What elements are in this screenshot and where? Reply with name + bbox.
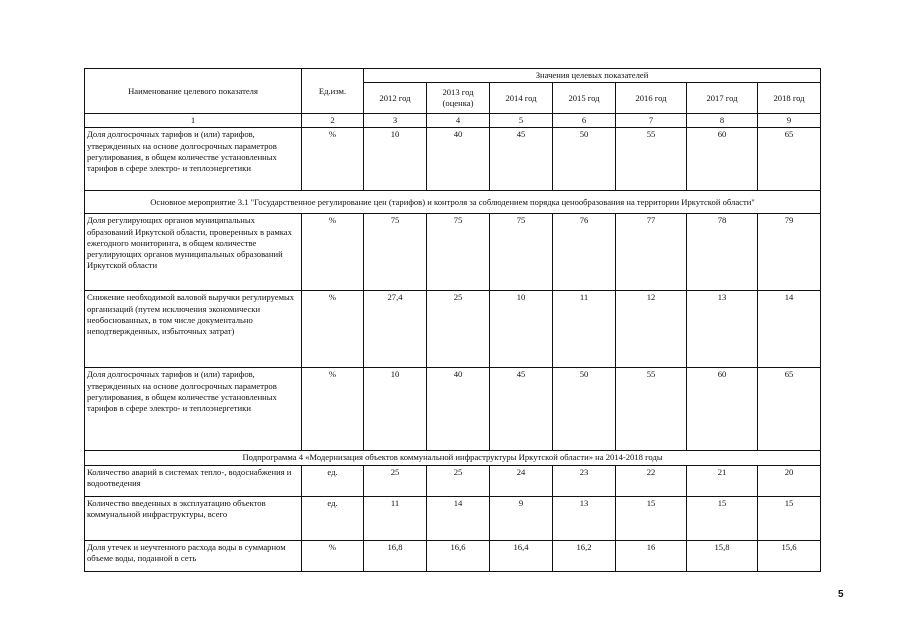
table-row	[85, 465, 821, 496]
indicator-value: 65	[758, 368, 821, 451]
table-row	[85, 540, 821, 571]
indicator-value: 12	[616, 291, 687, 368]
indicator-name: Доля регулирующих органов муниципальных образований Иркутской области, проверенных в рамках ежегодного мониторинга, в общем количестве регулирующих органов муниципальных образований Иркутской области	[85, 214, 302, 291]
section-title: Подпрограмма 4 «Модернизация объектов коммунальной инфраструктуры Иркутской области» на 2014-2018 годы	[85, 451, 821, 465]
column-number: 3	[364, 114, 427, 128]
indicator-value: 11	[553, 291, 616, 368]
section-row	[85, 191, 821, 214]
indicator-value: 45	[490, 368, 553, 451]
indicator-value: 14	[427, 496, 490, 540]
page-number: 5	[838, 589, 844, 600]
header-year: 2012 год	[364, 83, 427, 114]
column-number: 5	[490, 114, 553, 128]
indicator-value: 50	[553, 128, 616, 191]
header-year: 2015 год	[553, 83, 616, 114]
indicator-value: 78	[687, 214, 758, 291]
indicator-unit: ед.	[302, 496, 364, 540]
column-number: 8	[687, 114, 758, 128]
header-year: 2017 год	[687, 83, 758, 114]
indicator-name: Доля долгосрочных тарифов и (или) тарифов, утвержденных на основе долгосрочных параметров регулирования, в общем количестве установленных тарифов в сфере электро- и теплоэнергетики	[85, 368, 302, 451]
indicator-value: 21	[687, 465, 758, 496]
header-unit: Ед.изм.	[302, 69, 364, 114]
indicator-value: 40	[427, 128, 490, 191]
table-body	[85, 69, 821, 572]
header-year: 2013 год (оценка)	[427, 83, 490, 114]
header-year: 2014 год	[490, 83, 553, 114]
indicator-value: 20	[758, 465, 821, 496]
indicator-value: 15,6	[758, 540, 821, 571]
indicator-value: 15,8	[687, 540, 758, 571]
table-row	[85, 214, 821, 291]
header-year: 2018 год	[758, 83, 821, 114]
column-number: 4	[427, 114, 490, 128]
indicator-value: 45	[490, 128, 553, 191]
indicator-value: 55	[616, 128, 687, 191]
indicator-value: 13	[553, 496, 616, 540]
header-name: Наименование целевого показателя	[85, 69, 302, 114]
column-number: 2	[302, 114, 364, 128]
indicator-value: 16,8	[364, 540, 427, 571]
indicator-value: 10	[490, 291, 553, 368]
indicator-value: 10	[364, 128, 427, 191]
indicator-value: 14	[758, 291, 821, 368]
indicator-value: 60	[687, 128, 758, 191]
indicator-value: 16,4	[490, 540, 553, 571]
indicator-value: 16,2	[553, 540, 616, 571]
table-row	[85, 128, 821, 191]
indicator-value: 9	[490, 496, 553, 540]
indicator-value: 15	[687, 496, 758, 540]
indicator-value: 25	[427, 465, 490, 496]
column-number: 6	[553, 114, 616, 128]
column-number-row	[85, 114, 821, 128]
indicator-value: 16,6	[427, 540, 490, 571]
indicator-value: 27,4	[364, 291, 427, 368]
indicator-unit: %	[302, 214, 364, 291]
column-number: 9	[758, 114, 821, 128]
indicator-value: 25	[364, 465, 427, 496]
section-title: Основное мероприятие 3.1 "Государственное регулирование цен (тарифов) и контроля за соблюдением порядка ценообразования на территории Иркутской области"	[85, 191, 821, 214]
indicator-unit: ед.	[302, 465, 364, 496]
header-row-top	[85, 69, 821, 83]
indicator-unit: %	[302, 128, 364, 191]
indicator-value: 16	[616, 540, 687, 571]
indicator-unit: %	[302, 368, 364, 451]
table-row	[85, 496, 821, 540]
indicator-name: Количество аварий в системах тепло-, водоснабжения и водоотведения	[85, 465, 302, 496]
indicator-value: 55	[616, 368, 687, 451]
indicator-value: 65	[758, 128, 821, 191]
table-row	[85, 291, 821, 368]
indicator-value: 40	[427, 368, 490, 451]
indicator-value: 24	[490, 465, 553, 496]
indicator-value: 75	[427, 214, 490, 291]
indicator-value: 79	[758, 214, 821, 291]
indicator-unit: %	[302, 291, 364, 368]
indicator-name: Доля долгосрочных тарифов и (или) тарифов, утвержденных на основе долгосрочных параметров регулирования, в общем количестве установленных тарифов в сфере электро- и теплоэнергетики	[85, 128, 302, 191]
indicator-value: 13	[687, 291, 758, 368]
indicator-value: 15	[616, 496, 687, 540]
indicator-value: 60	[687, 368, 758, 451]
indicator-value: 25	[427, 291, 490, 368]
header-values-group: Значения целевых показателей	[364, 69, 821, 83]
indicator-value: 77	[616, 214, 687, 291]
indicator-unit: %	[302, 540, 364, 571]
indicator-value: 76	[553, 214, 616, 291]
indicator-value: 23	[553, 465, 616, 496]
indicator-name: Количество введенных в эксплуатацию объектов коммунальной инфраструктуры, всего	[85, 496, 302, 540]
indicator-name: Снижение необходимой валовой выручки регулируемых организаций (путем исключения экономически необоснованных, в том числе документально неподтвержденных, избыточных затрат)	[85, 291, 302, 368]
indicator-value: 15	[758, 496, 821, 540]
column-number: 7	[616, 114, 687, 128]
indicator-value: 10	[364, 368, 427, 451]
indicator-value: 50	[553, 368, 616, 451]
indicator-value: 75	[490, 214, 553, 291]
indicator-value: 75	[364, 214, 427, 291]
table-row	[85, 368, 821, 451]
indicator-name: Доля утечек и неучтенного расхода воды в суммарном объеме воды, поданной в сеть	[85, 540, 302, 571]
indicators-table	[84, 68, 821, 572]
section-row	[85, 451, 821, 465]
column-number: 1	[85, 114, 302, 128]
indicator-value: 22	[616, 465, 687, 496]
indicator-value: 11	[364, 496, 427, 540]
header-year: 2016 год	[616, 83, 687, 114]
